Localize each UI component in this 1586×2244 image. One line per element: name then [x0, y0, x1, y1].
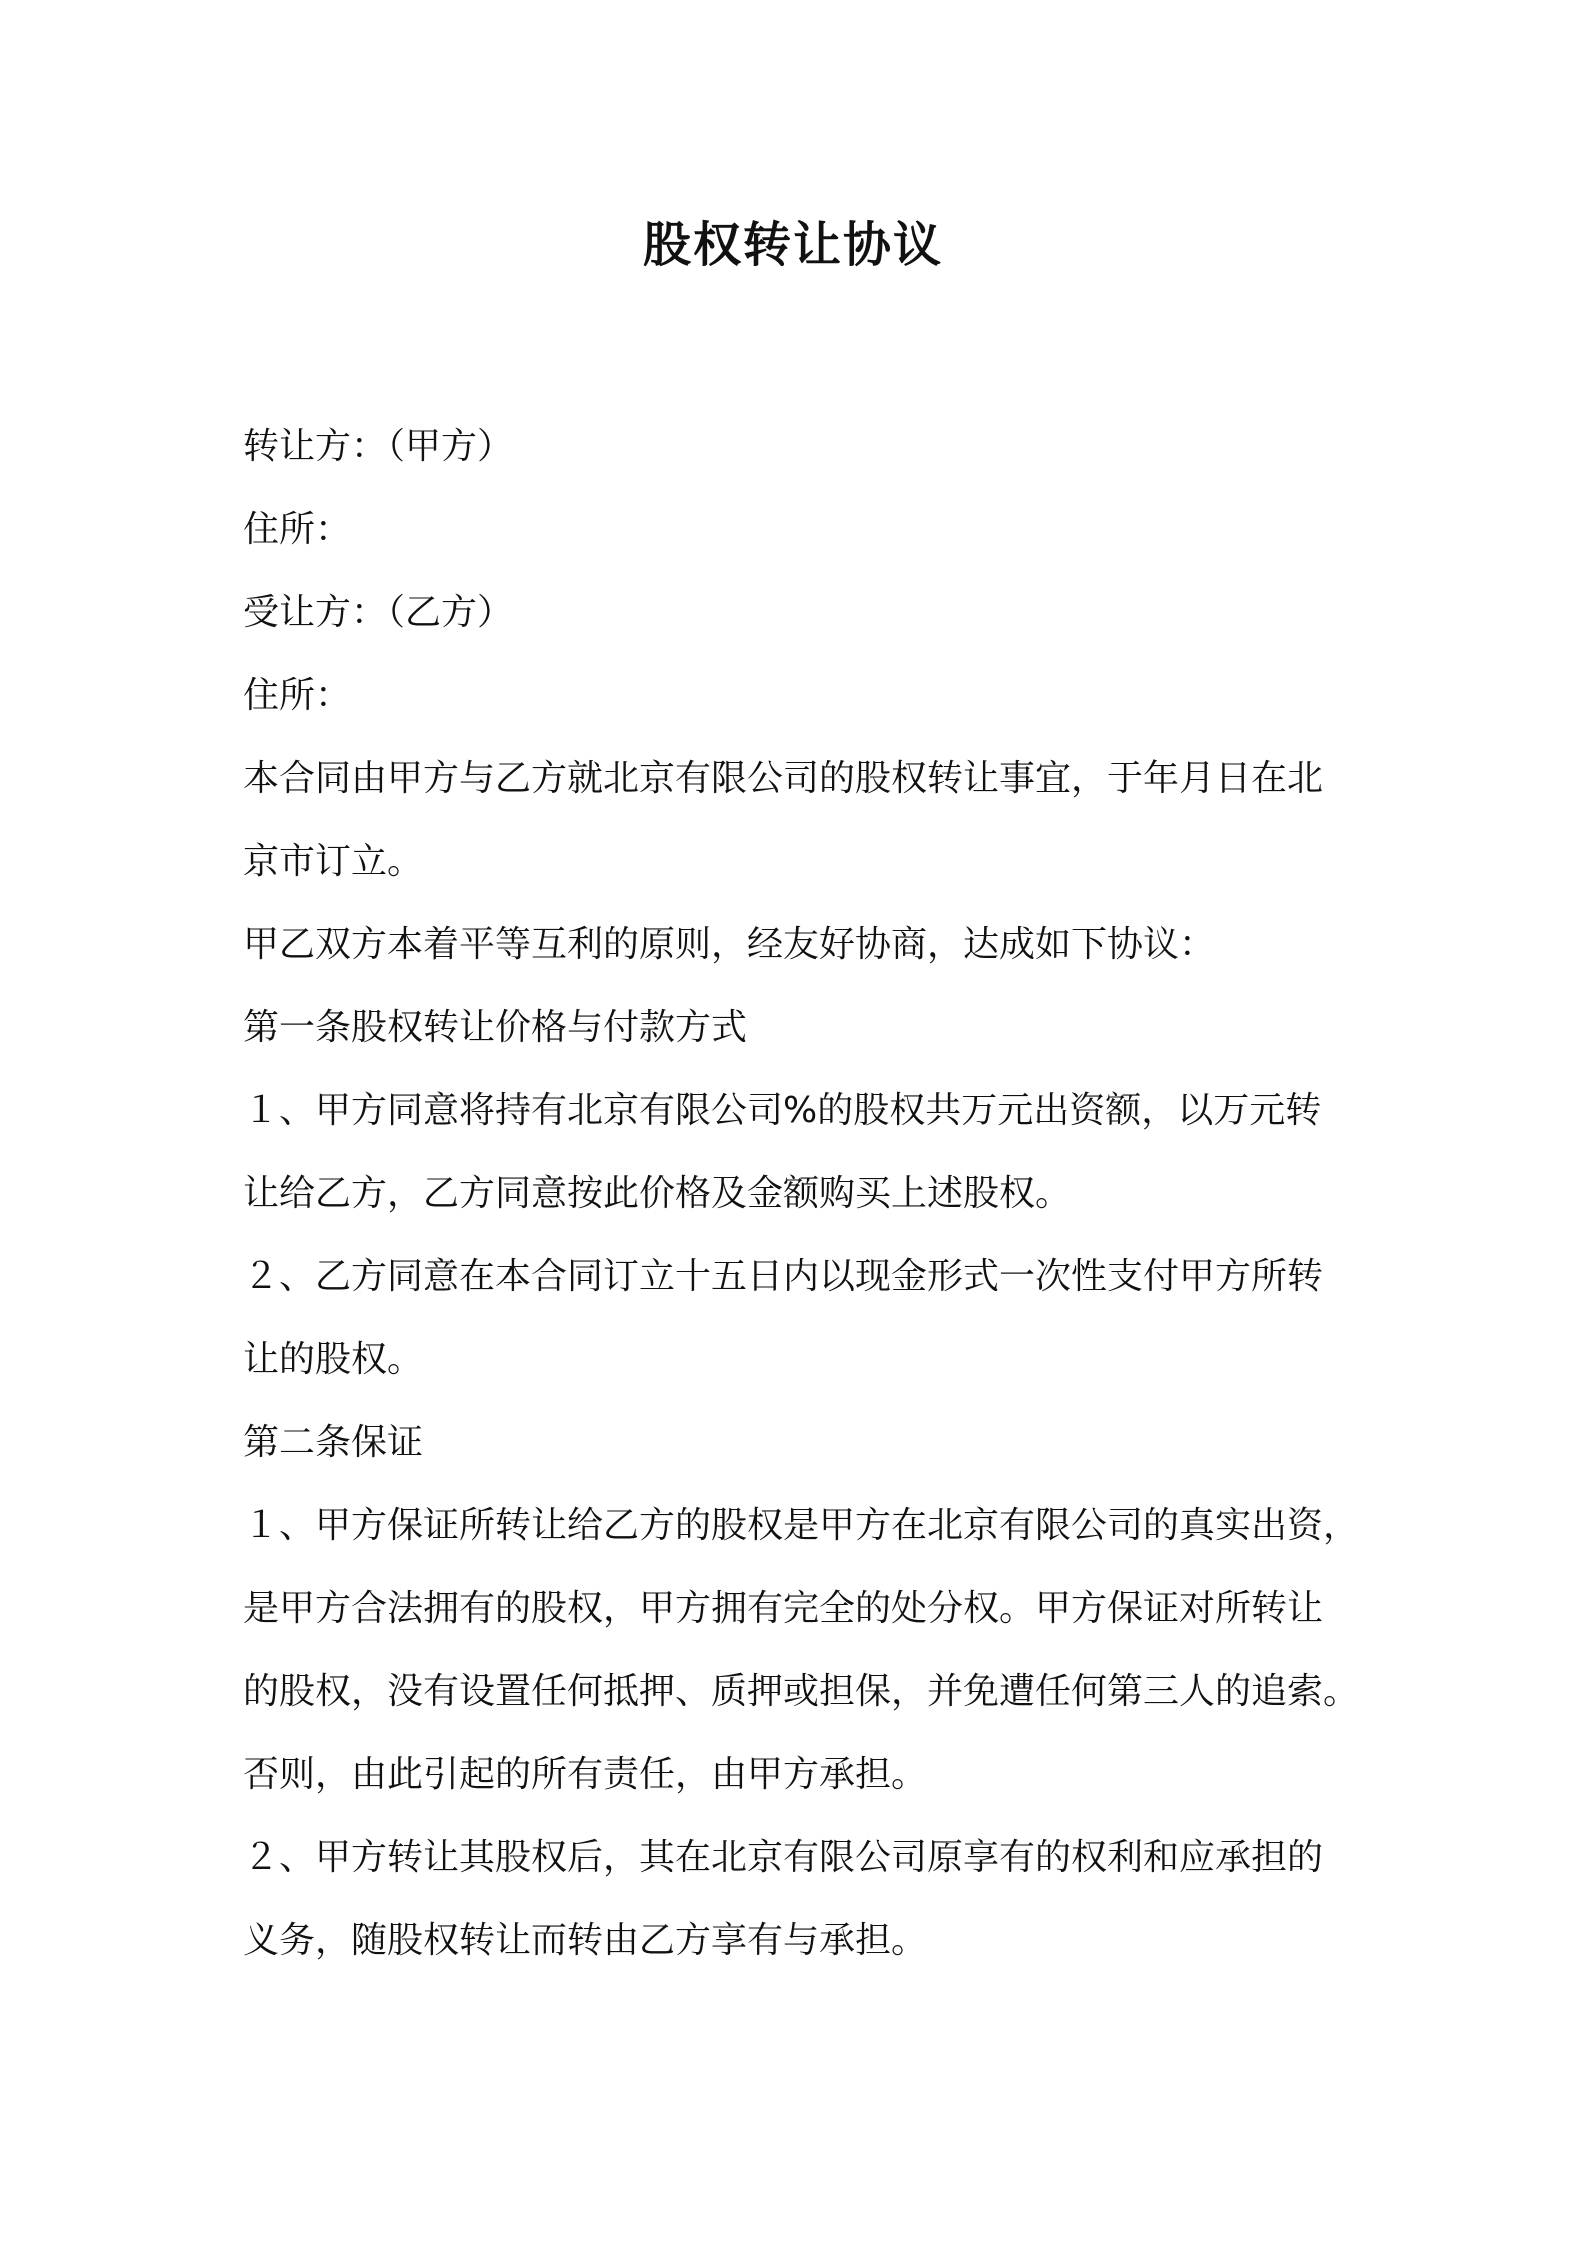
line-agreement-preamble: 甲乙双方本着平等互利的原则，经友好协商，达成如下协议：	[243, 924, 1216, 965]
article-2-clause-2-a: ２、甲方转让其股权后，其在北京有限公司原享有的权利和应承担的	[243, 1837, 1324, 1878]
line-transferee-address: 住所：	[243, 675, 352, 716]
article-2-clause-2-b: 义务，随股权转让而转由乙方享有与承担。	[243, 1920, 928, 1961]
document-title: 股权转让协议	[642, 217, 943, 273]
line-intro-2: 京市订立。	[243, 841, 424, 882]
article-2-clause-1-a: １、甲方保证所转让给乙方的股权是甲方在北京有限公司的真实出资，	[243, 1505, 1360, 1546]
article-1-clause-1-b: 让给乙方，乙方同意按此价格及金额购买上述股权。	[243, 1173, 1072, 1214]
article-2-heading: 第二条保证	[243, 1422, 424, 1463]
line-transferor-address: 住所：	[243, 509, 352, 550]
article-1-heading: 第一条股权转让价格与付款方式	[243, 1007, 748, 1048]
article-1-clause-1-a: １、甲方同意将持有北京有限公司%的股权共万元出资额，以万元转	[243, 1090, 1322, 1131]
article-1-clause-2-a: ２、乙方同意在本合同订立十五日内以现金形式一次性支付甲方所转	[243, 1256, 1324, 1297]
article-2-clause-1-c: 的股权，没有设置任何抵押、质押或担保，并免遭任何第三人的追索。	[243, 1671, 1360, 1712]
line-intro-1: 本合同由甲方与乙方就北京有限公司的股权转让事宜，于年月日在北	[243, 758, 1324, 799]
line-transferor: 转让方：（甲方）	[243, 426, 514, 467]
line-transferee: 受让方：（乙方）	[243, 592, 514, 633]
article-2-clause-1-d: 否则，由此引起的所有责任，由甲方承担。	[243, 1754, 928, 1795]
article-1-clause-2-b: 让的股权。	[243, 1339, 424, 1380]
document-body	[243, 405, 1373, 1982]
article-2-clause-1-b: 是甲方合法拥有的股权，甲方拥有完全的处分权。甲方保证对所转让	[243, 1588, 1324, 1629]
